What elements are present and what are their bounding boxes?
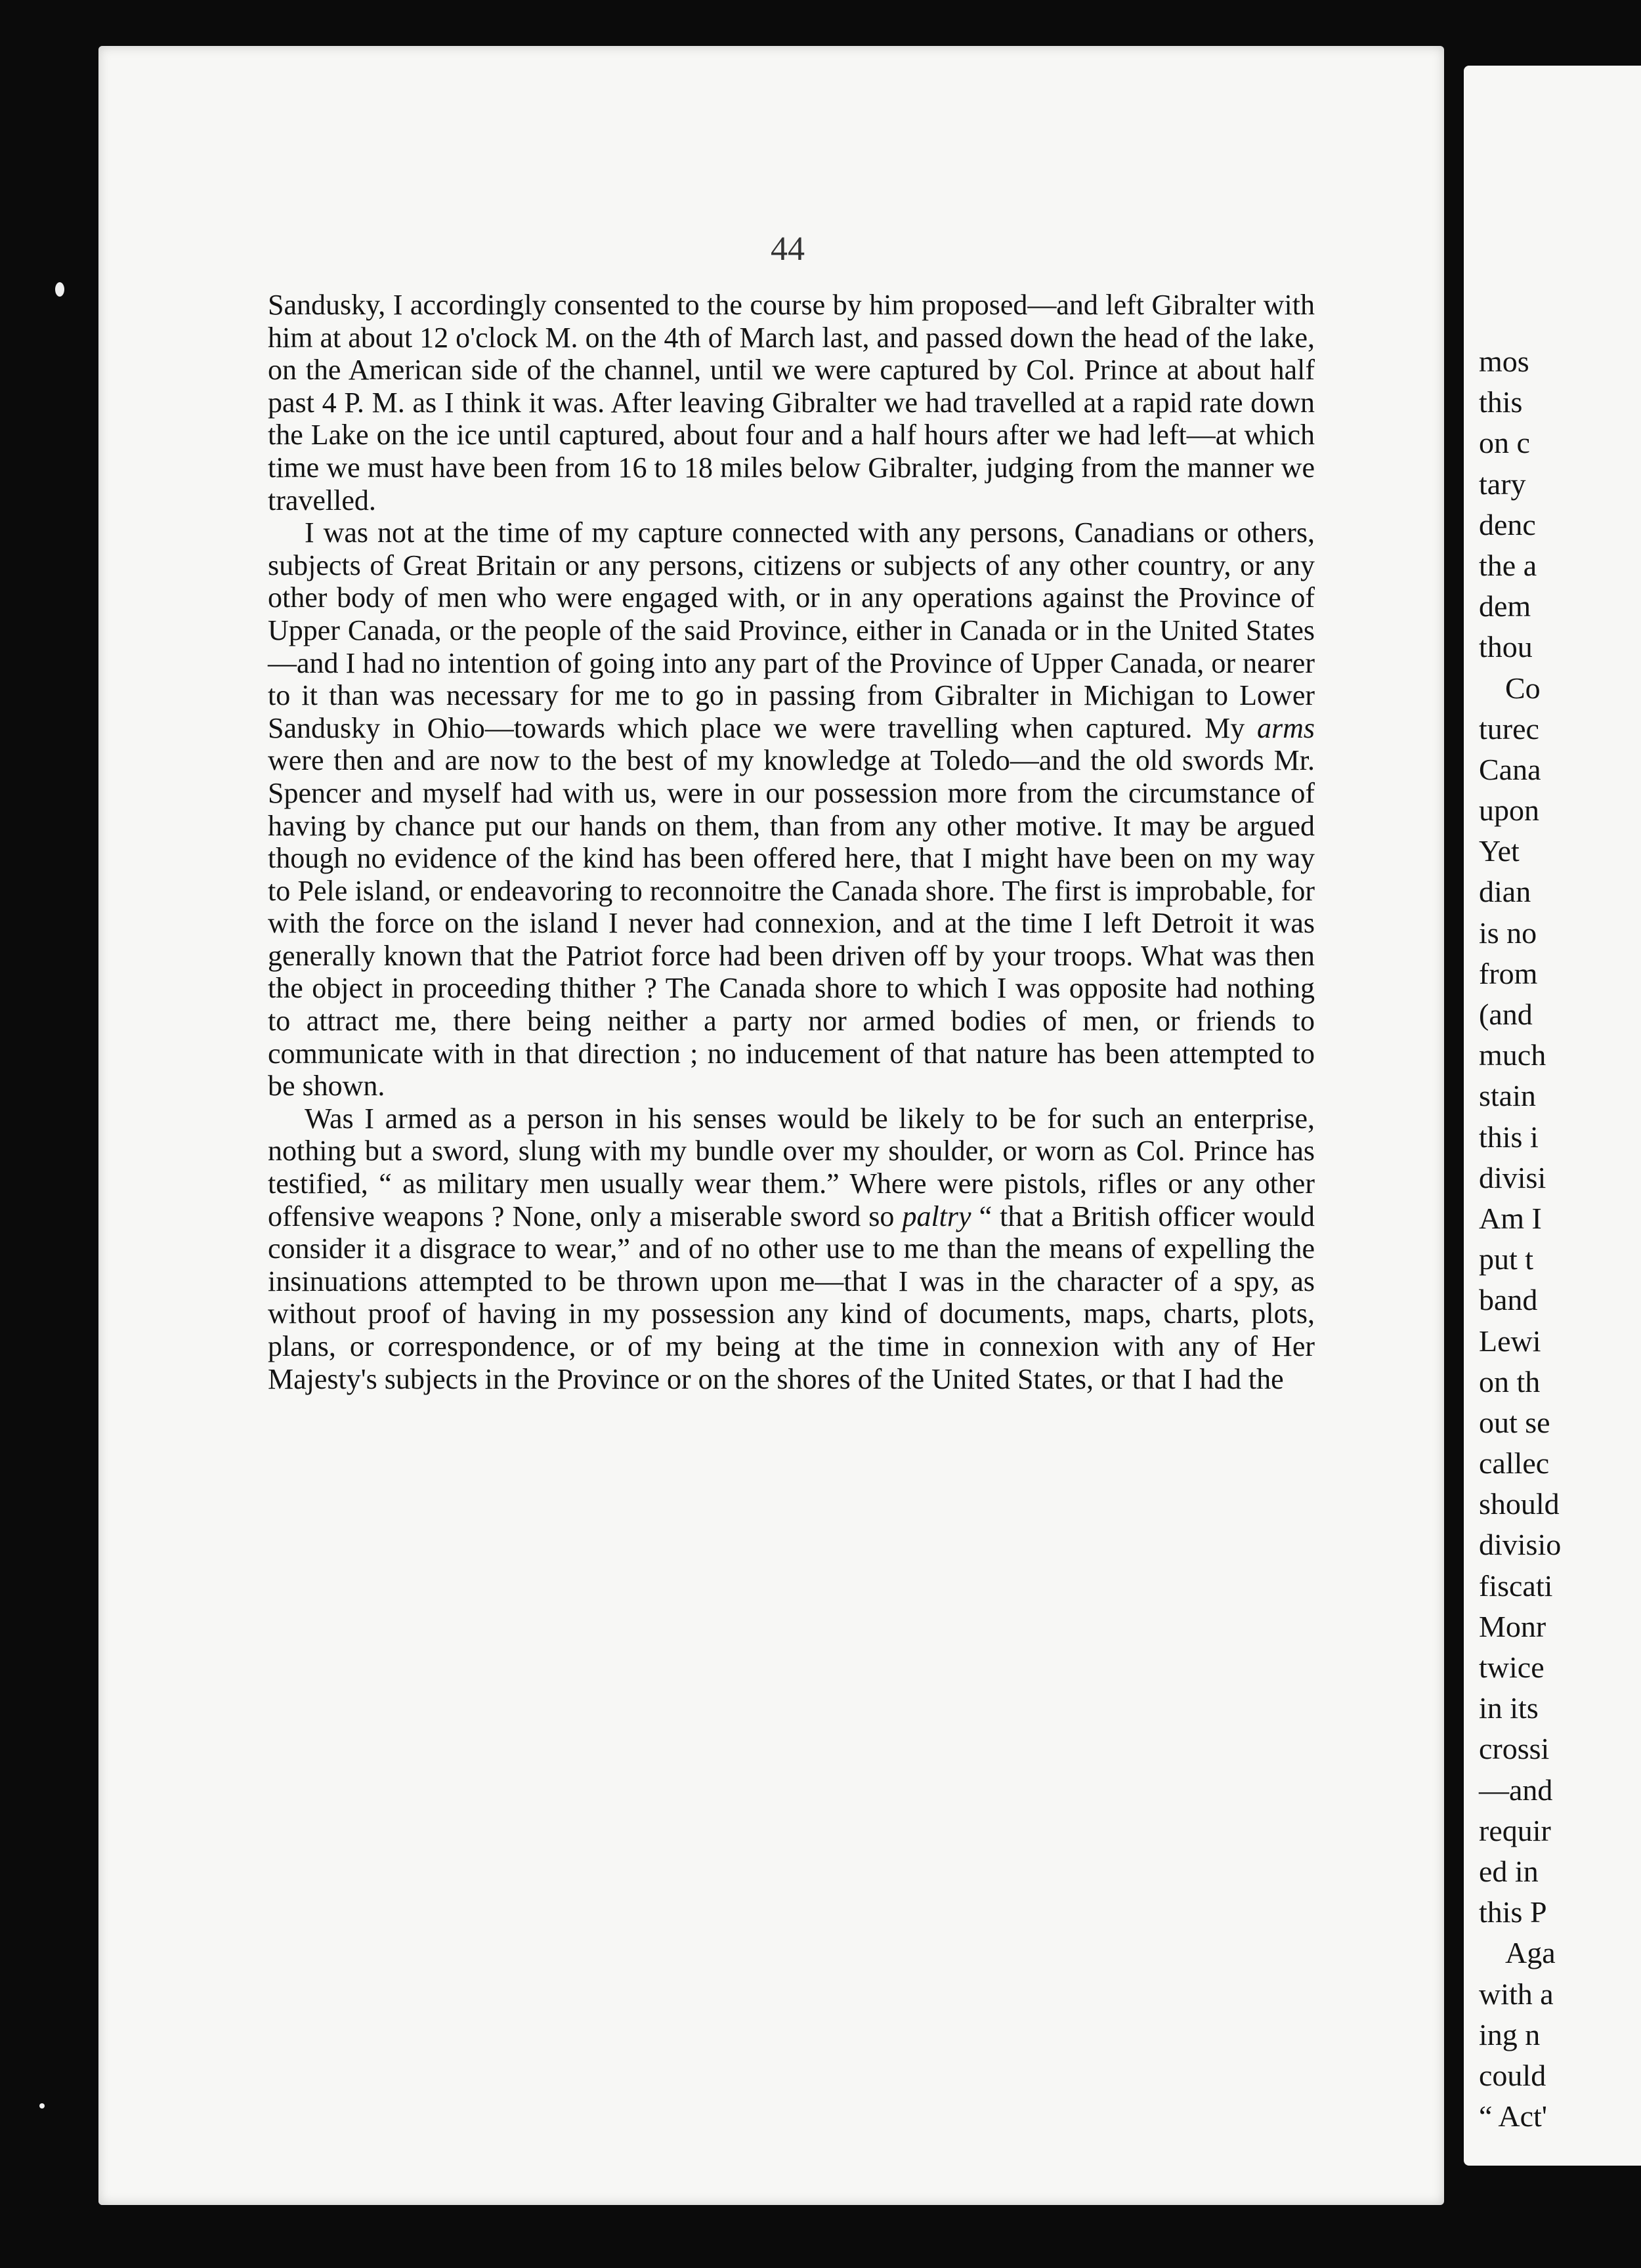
right-page-line: twice [1479,1650,1545,1684]
right-page-line: the a [1479,548,1537,582]
right-page-line: this i [1479,1120,1539,1154]
right-page-line: Lewi [1479,1324,1541,1358]
right-page-line: upon [1479,793,1539,828]
right-page-line: divisio [1479,1528,1562,1562]
right-page-line: tary [1479,467,1526,501]
right-page-line: mos [1479,345,1529,378]
right-page-line: on c [1479,426,1530,460]
page-number: 44 [771,230,805,268]
right-page-line: on th [1479,1364,1541,1398]
right-page-line: Cana [1479,752,1541,786]
paragraph-3-part-a: Was I armed as a person in his senses would be likely to be for such an enterprise, nothing but a sword, slung with my bundle over my shoulder, or worn as Col. Prince has testified, “ as military men usually wear them.” Where were pistols, rifles or any other offensive weapons ? None, only a miserable sword so [268,1102,1315,1232]
right-page-line: dian [1479,875,1531,909]
right-page-line: band [1479,1283,1538,1317]
right-page-line: Yet [1479,834,1520,868]
right-page-line: much [1479,1038,1546,1072]
right-page-line: put t [1479,1242,1534,1276]
right-page-text [1479,341,1641,2137]
right-page-line: dem [1479,589,1531,623]
right-page-line: fiscati [1479,1568,1553,1603]
scan-speck [55,282,64,297]
paragraph-2 [268,516,1315,1102]
scan-speck [39,2103,45,2109]
right-page-line: “ Act' [1479,2099,1548,2133]
right-page-line: (and [1479,998,1533,1031]
italic-arms: arms [1256,711,1315,744]
right-page-line: thou [1479,630,1533,664]
right-page-line: Aga [1505,1936,1556,1970]
paragraph-1: Sandusky, I accordingly consented to the course by him proposed—and left Gibralter with him at about 12 o'clock M. on the 4th of March last, and passed down the head of the lake, on the American side of the channel, until we were captured by Col. Prince at about half past 4 P. M. as I think it was. After leaving Gibralter we had travelled at a rapid rate down the Lake on the ice until captured, about four and a half hours after we had left—at which time we must have been from 16 to 18 miles below Gibralter, judging from the manner we travelled. [268,289,1315,516]
right-page-line: in its [1479,1691,1539,1725]
right-page-line: divisi [1479,1160,1546,1194]
paragraph-2-part-a: I was not at the time of my capture connected with any persons, Canadians or others, subjects of Great Britain or any persons, citizens or subjects of any other country, or any other body of men who were engaged with, or in any operations against the Province of Upper Canada, or the people of the said Province, either in Canada or in the United States—and I had no intention of going into any part of the Province of Upper Canada, or nearer to it than was necessary for me to go in passing from Gibralter in Michigan to Lower Sandusky in Ohio—towards which place we were travelling when captured. My [268,516,1315,744]
right-page-line: Am I [1479,1201,1542,1235]
right-page-line: crossi [1479,1732,1550,1766]
main-text-block [268,289,1315,1395]
right-page-line: denc [1479,507,1536,541]
right-page-line: callec [1479,1446,1550,1480]
right-page-line: from [1479,956,1538,990]
right-page-line: is no [1479,915,1537,950]
right-page-line: turec [1479,711,1539,746]
right-page-line: ed in [1479,1854,1539,1888]
italic-paltry: paltry [902,1200,971,1232]
right-page-line: should [1479,1487,1560,1521]
right-page-line: requir [1479,1813,1551,1847]
right-page-line: —and [1479,1773,1553,1807]
right-page-line: with a [1479,1977,1554,2011]
right-page-line: this P [1479,1895,1547,1929]
right-page-line: Monr [1479,1609,1546,1643]
paragraph-2-part-b: were then and are now to the best of my knowledge at Toledo—and the old swords Mr. Spencer and myself had with us, were in our possession more from the circumstance of having by chance put our hands on them, than from any other motive. It may be argued though no evidence of the kind has been offered here, that I might have been on my way to Pele island, or endeavoring to reconnoitre the Canada shore. The first is improbable, for with the force on the island I never had connexion, and at the time I left Detroit it was generally known that the Patriot force had been driven off by your troops. What was then the object in proceeding thither ? The Canada shore to which I was opposite had nothing to attract me, there being neither a party nor armed bodies of men, or friends to communicate with in that direction ; no inducement of that nature has been attempted to be shown. [268,744,1315,1102]
right-page-line: stain [1479,1079,1536,1113]
right-page-line: this [1479,385,1523,419]
right-page-line: could [1479,2058,1546,2092]
right-page-line: ing n [1479,2017,1541,2051]
paragraph-3-part-b: “ that a British officer would consider it a disgrace to wear,” and of no other use to me than the means of expelling the insinuations attempted to be thrown upon me—that I was in the character of a spy, as without proof of having in my possession any kind of documents, maps, charts, plots, plans, or correspondence, or of my being at the time in connexion with any of Her Majesty's subjects in the Province or on the shores of the United States, or that I had the [268,1200,1315,1395]
right-page-line: Co [1505,671,1541,705]
right-page-line: out se [1479,1405,1550,1439]
paragraph-3 [268,1102,1315,1395]
